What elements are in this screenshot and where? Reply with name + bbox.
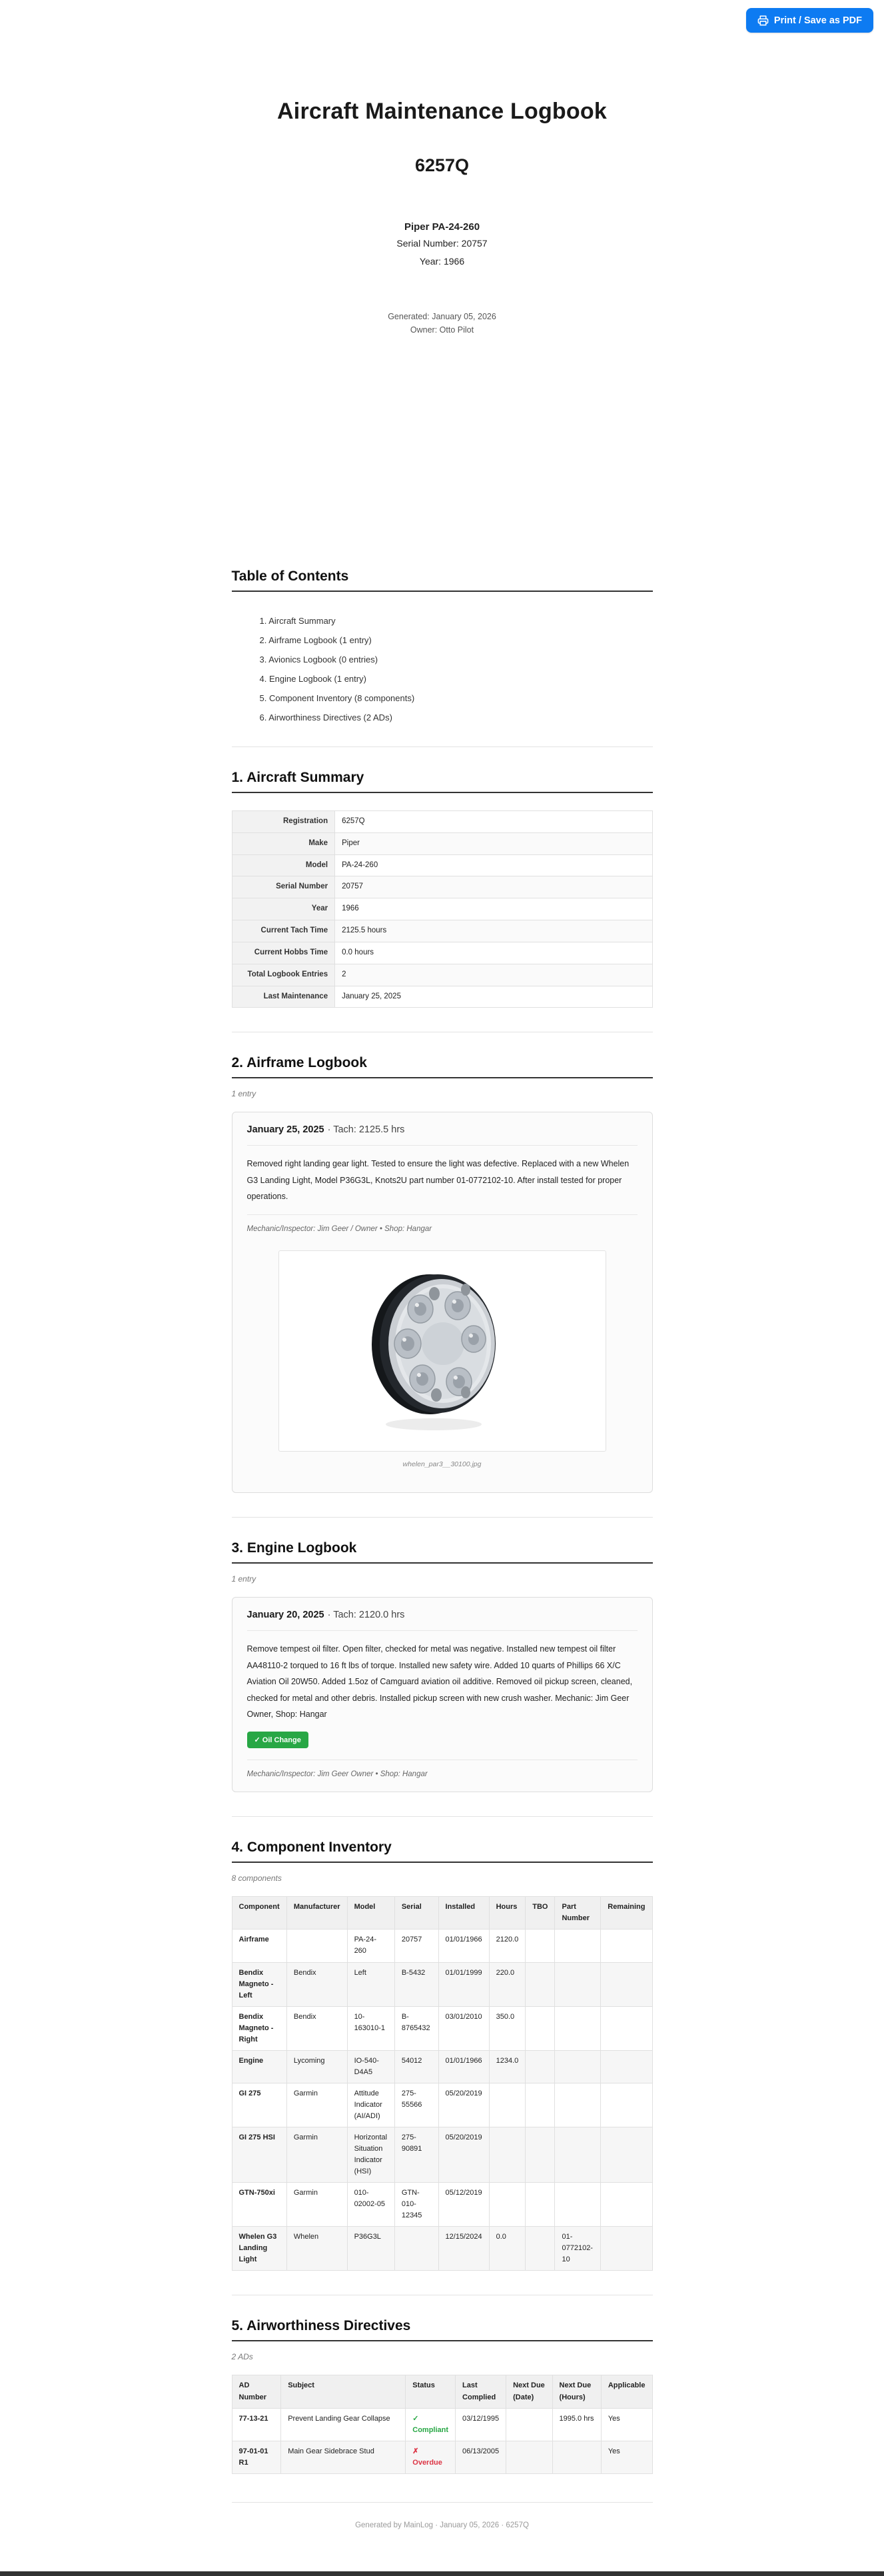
table-cell <box>601 2083 652 2127</box>
table-cell: 54012 <box>394 2050 438 2083</box>
column-header: TBO <box>526 1897 555 1930</box>
table-cell <box>555 2127 601 2183</box>
table-cell: 97-01-01 R1 <box>232 2441 281 2473</box>
table-row <box>232 1930 652 1962</box>
table-cell <box>601 1962 652 2006</box>
column-header: Model <box>347 1897 394 1930</box>
column-header: Next Due (Date) <box>506 2375 552 2408</box>
table-cell: 05/20/2019 <box>438 2127 489 2183</box>
owner-name: Owner: Otto Pilot <box>410 325 474 335</box>
section-divider <box>232 1816 653 1817</box>
table-cell: 1966 <box>335 898 652 920</box>
table-cell: PA-24-260 <box>347 1930 394 1962</box>
table-cell: 10-163010-1 <box>347 2006 394 2050</box>
column-header: Status <box>406 2375 456 2408</box>
table-cell: P36G3L <box>347 2227 394 2271</box>
table-header-row <box>232 1897 652 1930</box>
table-cell: Bendix <box>286 1962 347 2006</box>
row-label: Make <box>232 832 335 854</box>
column-header: Hours <box>489 1897 526 1930</box>
table-cell: Horizontal Situation Indicator (HSI) <box>347 2127 394 2183</box>
table-row <box>232 832 652 854</box>
table-cell <box>286 1930 347 1962</box>
table-cell <box>506 2408 552 2441</box>
table-row <box>232 920 652 942</box>
column-header: Applicable <box>601 2375 652 2408</box>
table-cell <box>489 2083 526 2127</box>
table-cell <box>601 2050 652 2083</box>
table-cell: Bendix Magneto - Right <box>232 2006 286 2050</box>
table-cell <box>555 2006 601 2050</box>
table-cell: 2125.5 hours <box>335 920 652 942</box>
table-cell: Left <box>347 1962 394 2006</box>
table-cell <box>506 2441 552 2473</box>
table-row <box>232 876 652 898</box>
table-cell: Attitude Indicator (AI/ADI) <box>347 2083 394 2127</box>
page-title: Aircraft Maintenance Logbook <box>277 99 607 124</box>
table-cell: Bendix <box>286 2006 347 2050</box>
table-row <box>232 2227 652 2271</box>
window-bottom-edge <box>0 2571 884 2576</box>
summary-heading: 1. Aircraft Summary <box>232 770 653 793</box>
table-cell: 220.0 <box>489 1962 526 2006</box>
table-cell <box>526 2006 555 2050</box>
table-cell: PA-24-260 <box>335 854 652 876</box>
components-count: 8 components <box>231 1874 282 1884</box>
table-cell: Engine <box>232 2050 286 2083</box>
toc-item: 1. Aircraft Summary <box>259 616 336 626</box>
print-save-pdf-button[interactable] <box>746 8 873 33</box>
row-label: Current Tach Time <box>232 920 335 942</box>
entry-tach: · Tach: 2125.5 hrs <box>327 1124 405 1136</box>
table-cell <box>601 2183 652 2227</box>
entry-divider <box>247 1145 638 1146</box>
engine-entry-count: 1 entry <box>231 1574 256 1584</box>
entry-description: Remove tempest oil filter. Open filter, checked for metal was negative. Installed new tempest oil filter AA48110-2 torqued to 16 ft lbs of torque. Installed new safety wire. Added 10 quarts of Phillips 66 X/C Aviation Oil 20W50. Added 1.5oz of Camguard aviation oil additive. Removed oil pickup screen, cleaned, checked for metal and other debris. Installed pickup screen with new crush washer. Mechanic: Jim Geer Owner, Shop: Hangar <box>246 1644 633 1719</box>
logbook-document <box>232 0 653 2576</box>
entry-date: January 20, 2025 <box>246 1610 324 1621</box>
table-cell: 01/01/1999 <box>438 1962 489 2006</box>
registration-title: 6257Q <box>414 155 470 175</box>
table-cell <box>552 2441 601 2473</box>
table-cell <box>526 2083 555 2127</box>
table-row <box>232 2183 652 2227</box>
table-cell <box>526 1930 555 1962</box>
table-cell: Bendix Magneto - Left <box>232 1962 286 2006</box>
table-cell: 01-0772102-10 <box>555 2227 601 2271</box>
column-header: Component <box>232 1897 286 1930</box>
table-cell: 03/01/2010 <box>438 2006 489 2050</box>
aircraft-serial: Serial Number: 20757 <box>396 238 488 249</box>
entry-divider <box>247 1214 638 1215</box>
table-cell: 2 <box>335 964 652 986</box>
component-inventory-table <box>232 1896 653 2271</box>
table-cell: GI 275 <box>232 2083 286 2127</box>
airframe-heading: 2. Airframe Logbook <box>232 1055 653 1078</box>
entry-mechanic-line: Mechanic/Inspector: Jim Geer / Owner • Shop: Hangar <box>246 1225 432 1234</box>
aircraft-year: Year: 1966 <box>419 256 465 267</box>
section-divider <box>232 1517 653 1518</box>
table-row <box>232 2006 652 2050</box>
table-row <box>232 2127 652 2183</box>
section-airframe-logbook <box>232 1055 653 1493</box>
table-cell <box>601 2227 652 2271</box>
table-cell: 12/15/2024 <box>438 2227 489 2271</box>
table-cell <box>555 1930 601 1962</box>
table-cell: Garmin <box>286 2183 347 2227</box>
table-cell: 1995.0 hrs <box>552 2408 601 2441</box>
entry-divider <box>247 1630 638 1631</box>
photo-caption: whelen_par3__30100.jpg <box>402 1460 482 1469</box>
column-header: Next Due (Hours) <box>552 2375 601 2408</box>
table-cell <box>526 1962 555 2006</box>
table-cell <box>555 1962 601 2006</box>
table-cell <box>555 2083 601 2127</box>
table-cell <box>555 2183 601 2227</box>
engine-heading: 3. Engine Logbook <box>232 1540 653 1564</box>
table-cell: 2120.0 <box>489 1930 526 1962</box>
toc-list <box>232 616 653 722</box>
column-header: Installed <box>438 1897 489 1930</box>
table-cell <box>394 2227 438 2271</box>
table-cell: January 25, 2025 <box>335 986 652 1008</box>
table-row <box>232 1962 652 2006</box>
ads-heading: 5. Airworthiness Directives <box>232 2318 653 2341</box>
section-divider <box>232 746 653 747</box>
toc-item: 2. Airframe Logbook (1 entry) <box>259 635 372 645</box>
components-heading: 4. Component Inventory <box>232 1840 653 1863</box>
table-cell: Yes <box>601 2441 652 2473</box>
table-cell: 77-13-21 <box>232 2408 281 2441</box>
section-component-inventory <box>232 1840 653 2271</box>
table-row <box>232 811 652 833</box>
table-cell: ✓ Compliant <box>406 2408 456 2441</box>
table-cell: ✗ Overdue <box>406 2441 456 2473</box>
entry-mechanic-line: Mechanic/Inspector: Jim Geer Owner • Shop: Hangar <box>246 1770 428 1779</box>
footer-generated-line: Generated by MainLog · January 05, 2026 · 6257Q <box>355 2521 529 2529</box>
toc-item: 3. Avionics Logbook (0 entries) <box>259 654 378 664</box>
table-cell: 1234.0 <box>489 2050 526 2083</box>
table-row <box>232 986 652 1008</box>
table-cell: 01/01/1966 <box>438 1930 489 1962</box>
column-header: Last Complied <box>456 2375 506 2408</box>
airframe-log-entry <box>232 1112 653 1493</box>
table-cell: Main Gear Sidebrace Stud <box>281 2441 406 2473</box>
table-cell <box>555 2050 601 2083</box>
table-cell: GTN-010-12345 <box>394 2183 438 2227</box>
entry-tach: · Tach: 2120.0 hrs <box>327 1610 405 1621</box>
engine-log-entry <box>232 1597 653 1792</box>
row-label: Total Logbook Entries <box>232 964 335 986</box>
table-cell: GI 275 HSI <box>232 2127 286 2183</box>
table-cell <box>489 2127 526 2183</box>
column-header: AD Number <box>232 2375 281 2408</box>
table-cell: Prevent Landing Gear Collapse <box>281 2408 406 2441</box>
table-cell: Garmin <box>286 2127 347 2183</box>
ads-count: 2 ADs <box>231 2352 253 2362</box>
row-label: Model <box>232 854 335 876</box>
entry-date-line <box>247 1124 638 1135</box>
table-cell: Lycoming <box>286 2050 347 2083</box>
table-row <box>232 2408 652 2441</box>
table-cell: 350.0 <box>489 2006 526 2050</box>
airworthiness-directives-table <box>232 2375 653 2473</box>
table-cell: Yes <box>601 2408 652 2441</box>
entry-date-line <box>247 1610 638 1620</box>
table-cell: Whelen G3 Landing Light <box>232 2227 286 2271</box>
toc-item: 5. Component Inventory (8 components) <box>259 693 415 703</box>
table-cell <box>526 2183 555 2227</box>
table-cell: IO-540-D4A5 <box>347 2050 394 2083</box>
table-cell: 20757 <box>335 876 652 898</box>
row-label: Last Maintenance <box>232 986 335 1008</box>
toc-item: 6. Airworthiness Directives (2 ADs) <box>259 712 392 722</box>
row-label: Serial Number <box>232 876 335 898</box>
column-header: Serial <box>394 1897 438 1930</box>
table-row <box>232 2050 652 2083</box>
table-cell: 275-55566 <box>394 2083 438 2127</box>
table-cell: B-8765432 <box>394 2006 438 2050</box>
table-header-row <box>232 2375 652 2408</box>
table-row <box>232 2083 652 2127</box>
aircraft-make-model: Piper PA-24-260 <box>404 221 480 233</box>
toc-heading: Table of Contents <box>232 569 653 592</box>
table-cell: 0.0 <box>489 2227 526 2271</box>
table-cell: Piper <box>335 832 652 854</box>
column-header: Part Number <box>555 1897 601 1930</box>
table-cell: 05/20/2019 <box>438 2083 489 2127</box>
airframe-entry-count: 1 entry <box>231 1089 256 1099</box>
table-cell: 275-90891 <box>394 2127 438 2183</box>
table-cell: Garmin <box>286 2083 347 2127</box>
row-label: Year <box>232 898 335 920</box>
table-row <box>232 898 652 920</box>
table-cell: 010-02002-05 <box>347 2183 394 2227</box>
section-aircraft-summary <box>232 770 653 1008</box>
landing-light-photo <box>359 1259 526 1444</box>
table-cell <box>601 1930 652 1962</box>
aircraft-summary-table <box>232 810 653 1008</box>
table-cell <box>526 2050 555 2083</box>
column-header: Manufacturer <box>286 1897 347 1930</box>
table-cell: 6257Q <box>335 811 652 833</box>
table-row <box>232 942 652 964</box>
generated-date: Generated: January 05, 2026 <box>388 312 496 321</box>
section-toc <box>232 569 653 722</box>
table-cell: 05/12/2019 <box>438 2183 489 2227</box>
table-row <box>232 2441 652 2473</box>
table-cell <box>526 2127 555 2183</box>
entry-description: Removed right landing gear light. Tested to ensure the light was defective. Replaced with a new Whelen G3 Landing Light, Model P36G3L, Knots2U part number 01-0772102-10. After install tested for proper operations. <box>246 1159 630 1202</box>
table-row <box>232 964 652 986</box>
toc-item: 4. Engine Logbook (1 entry) <box>259 674 366 684</box>
table-cell: Whelen <box>286 2227 347 2271</box>
table-cell: 20757 <box>394 1930 438 1962</box>
entry-date: January 25, 2025 <box>246 1124 324 1136</box>
table-cell: B-5432 <box>394 1962 438 2006</box>
print-button-label: Print / Save as PDF <box>773 15 862 26</box>
table-cell <box>489 2183 526 2227</box>
section-engine-logbook <box>232 1540 653 1792</box>
table-cell: 0.0 hours <box>335 942 652 964</box>
column-header: Remaining <box>601 1897 652 1930</box>
table-cell <box>601 2127 652 2183</box>
cover-page <box>232 0 653 337</box>
oil-change-badge: ✓ Oil Change <box>247 1732 308 1748</box>
row-label: Current Hobbs Time <box>232 942 335 964</box>
table-cell <box>526 2227 555 2271</box>
table-cell <box>601 2006 652 2050</box>
table-row <box>232 854 652 876</box>
table-cell: 01/01/1966 <box>438 2050 489 2083</box>
table-cell: 06/13/2005 <box>456 2441 506 2473</box>
entry-photo <box>278 1250 606 1452</box>
column-header: Subject <box>281 2375 406 2408</box>
row-label: Registration <box>232 811 335 833</box>
table-cell: Airframe <box>232 1930 286 1962</box>
footer-divider <box>232 2502 653 2503</box>
table-cell: GTN-750xi <box>232 2183 286 2227</box>
section-airworthiness-directives <box>232 2318 653 2473</box>
table-cell: 03/12/1995 <box>456 2408 506 2441</box>
printer-icon <box>757 15 769 26</box>
